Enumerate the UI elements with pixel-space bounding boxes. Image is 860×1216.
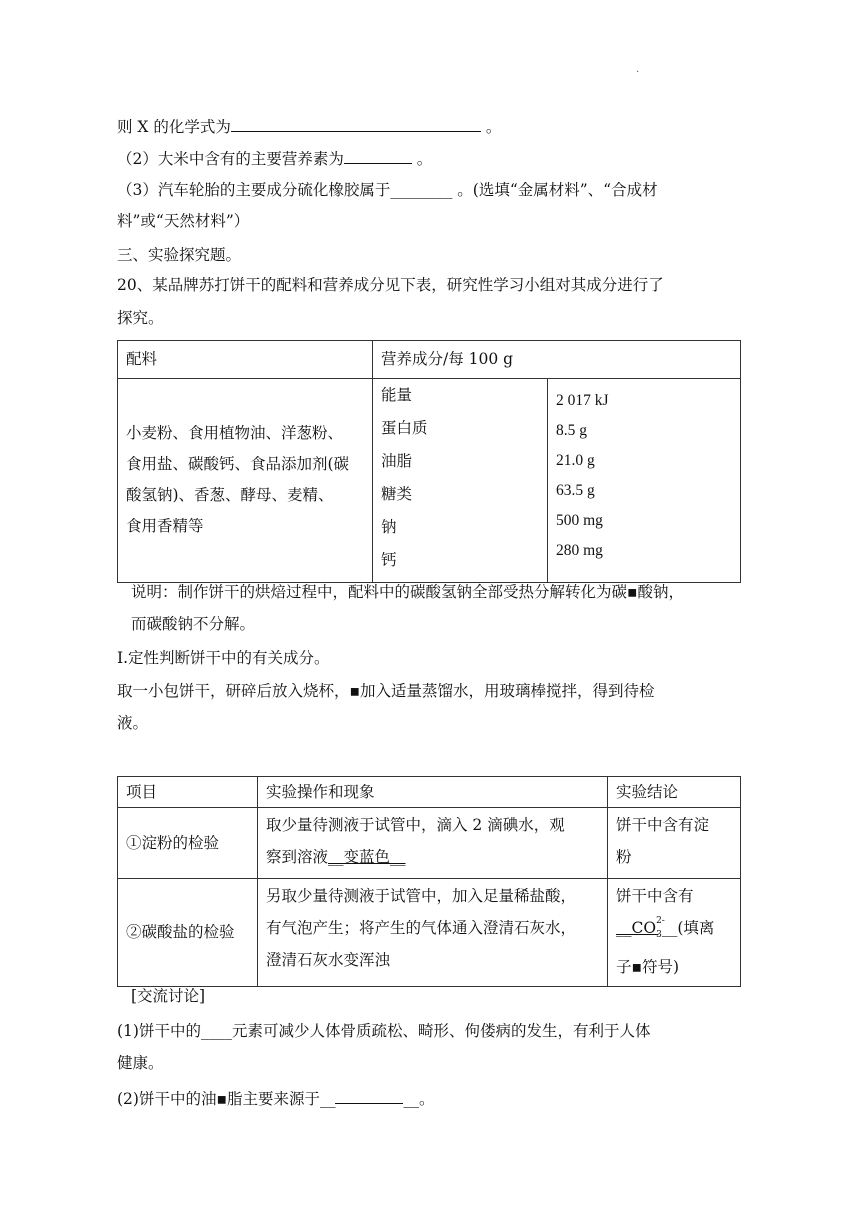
q20-intro-line2: 探究。 (117, 309, 164, 327)
nutrient-name: 糖类 (381, 485, 413, 503)
table2-row2-conclusion (608, 879, 741, 987)
conclusion-line: 饼干中含有 (616, 887, 694, 905)
ingredients-nutrition-table (117, 340, 741, 583)
table2-header-item: 项目 (118, 777, 258, 808)
table1-ingredients-cell (118, 379, 373, 583)
nutrient-name: 钙 (381, 551, 397, 569)
answer-blank (231, 114, 481, 132)
answer-carbonate-ion: __CO 2- $_3$ (616, 916, 665, 941)
discussion-q2: (2)饼干中的油▪脂主要来源于__ __。 (117, 1086, 434, 1109)
table2-row2-operation (258, 879, 608, 987)
table2-row1-operation (258, 808, 608, 879)
note-line1: 说明：制作饼干的烘焙过程中，配料中的碳酸氢钠全部受热分解转化为碳▪酸钠， (131, 583, 685, 601)
part1-title: Ⅰ.定性判断饼干中的有关成分。 (117, 649, 330, 667)
table2-row2-item: ②碳酸盐的检验 (118, 879, 258, 987)
nutrient-name: 蛋白质 (381, 419, 428, 437)
section-title: 三、实验探究题。 (117, 246, 242, 264)
nutrient-amount: 280 mg (556, 542, 603, 559)
q19-line1-suffix: 。 (480, 118, 502, 136)
conclusion-line: 粉 (616, 848, 632, 866)
nutrient-amount: 2 017 kJ (556, 392, 609, 409)
discussion-title: [交流讨论] (131, 987, 206, 1005)
note-line2: 而碳酸钠不分解。 (131, 615, 256, 633)
ingredients-line: 食用香精等 (126, 517, 204, 535)
table2-row1-conclusion (608, 808, 741, 879)
q19-line2-prefix: （2）大米中含有的主要营养素为 (117, 150, 344, 168)
part1-line2: 液。 (117, 714, 149, 732)
nutrient-amount: 21.0 g (556, 452, 595, 469)
ingredients-line: 酸氢钠)、香葱、酵母、麦精、 (126, 486, 334, 504)
nutrient-amount: 8.5 g (556, 422, 587, 439)
q19-line1-prefix: 则 X 的化学式为 (117, 118, 231, 136)
operation-line: 另取少量待测液于试管中，加入足量稀盐酸， (266, 887, 577, 905)
q20-intro-line1: 20、某品牌苏打饼干的配料和营养成分见下表，研究性学习小组对其成分进行了 (117, 276, 664, 294)
table2-header-conclusion: 实验结论 (608, 777, 741, 808)
operation-line: 有气泡产生；将产生的气体通入澄清石灰水， (266, 919, 577, 937)
conclusion-line: 饼干中含有淀 (616, 816, 710, 834)
table2-header-operation: 实验操作和现象 (258, 777, 608, 808)
q19-line1 (117, 114, 501, 137)
nutrient-amount: 63.5 g (556, 482, 595, 499)
discussion-q1-line2: 健康。 (117, 1054, 164, 1072)
operation-line: 澄清石灰水变浑浊 (266, 951, 391, 969)
discussion-q1-line1: (1)饼干中的____元素可减少人体骨质疏松、畸形、佝偻病的发生，有利于人体 (117, 1022, 651, 1040)
nutrient-name: 钠 (381, 518, 397, 536)
operation-line: 取少量待测液于试管中，滴入 2 滴碘水，观 (266, 816, 565, 834)
table1-header-nutrition: 营养成分/每 100 g (373, 341, 741, 379)
ingredients-line: 小麦粉、食用植物油、洋葱粉、 (126, 424, 344, 442)
table1-amounts-cell (548, 379, 741, 583)
operation-line: 察到溶液__变蓝色__ (266, 848, 406, 866)
corner-mark: . (636, 64, 640, 75)
part1-line1: 取一小包饼干，研碎后放入烧杯，▪加入适量蒸馏水，用玻璃棒搅拌，得到待检 (117, 682, 655, 700)
nutrient-amount: 500 mg (556, 512, 603, 529)
answer-blue-color: __变蓝色__ (328, 848, 406, 866)
ingredients-line: 食用盐、碳酸钙、食品添加剂(碳 (126, 455, 350, 473)
answer-blank (344, 146, 412, 164)
table2-row1-item: ①淀粉的检验 (118, 808, 258, 879)
experiment-table (117, 776, 741, 987)
q19-line4: 料”或“天然材料”） (117, 212, 250, 230)
table1-nutrients-cell (373, 379, 548, 583)
conclusion-line: 子▪符号) (616, 958, 680, 977)
nutrient-name: 油脂 (381, 452, 413, 470)
conclusion-line: __CO 2- $_3$__(填离 (616, 916, 715, 941)
q19-line2 (117, 146, 432, 169)
q19-line3: （3）汽车轮胎的主要成分硫化橡胶属于________ 。(选填“金属材料”、“合成材 (117, 181, 658, 199)
nutrient-name: 能量 (381, 386, 413, 404)
answer-blank (335, 1086, 403, 1104)
q19-line2-suffix: 。 (411, 150, 433, 168)
table1-header-ingredients: 配料 (118, 341, 373, 379)
